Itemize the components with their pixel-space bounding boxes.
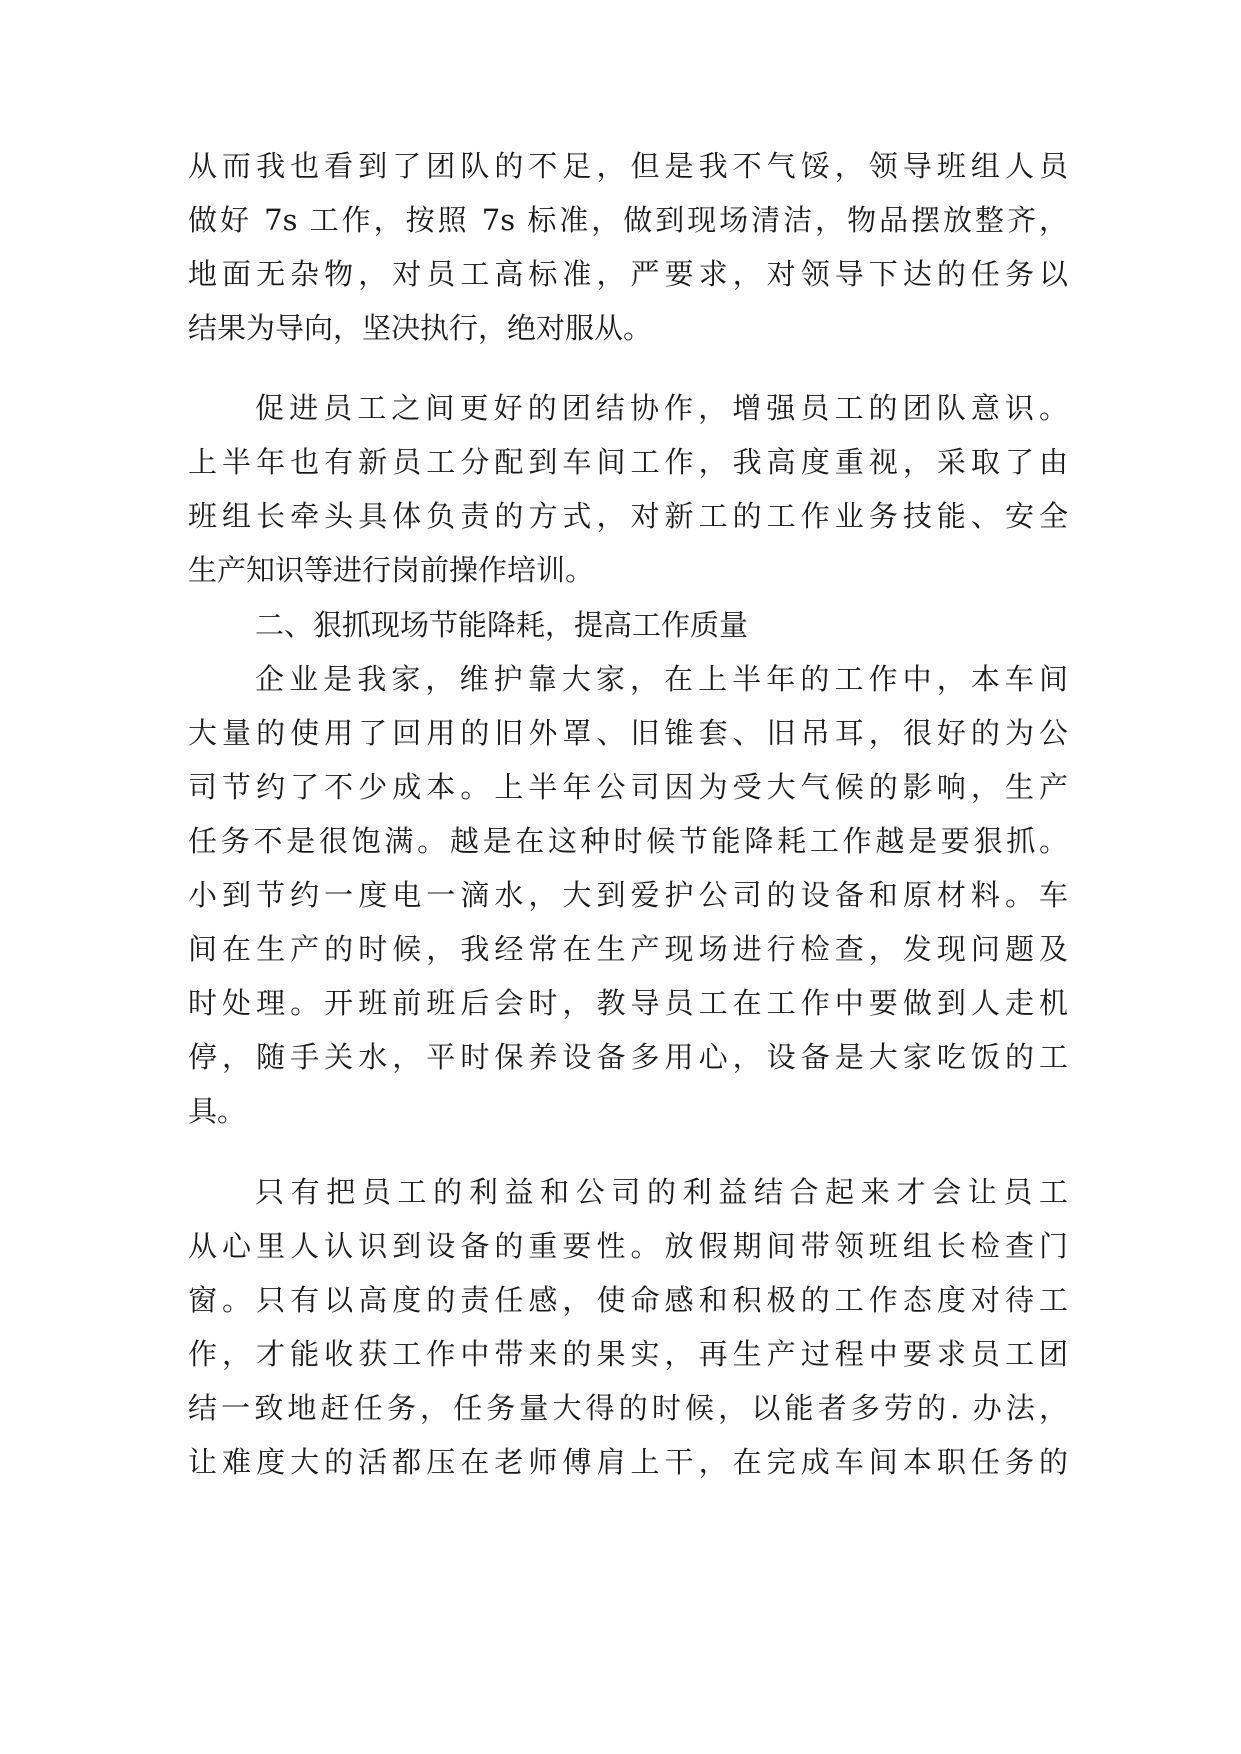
text-line: 生产知识等进行岗前操作培训。 — [188, 553, 595, 587]
text-line-paragraph-start: 只有把员工的利益和公司的利益结合起来才会让员工 — [255, 1175, 1068, 1209]
text-line: 做好 7s 工作，按照 7s 标准，做到现场清洁，物品摆放整齐， — [188, 203, 1068, 237]
text-line: 小到节约一度电一滴水，大到爱护公司的设备和原材料。车 — [188, 878, 1068, 912]
text-line: 停，随手关水，平时保养设备多用心，设备是大家吃饭的工 — [188, 1040, 1068, 1074]
section-heading: 二、狠抓现场节能降耗，提高工作质量 — [255, 608, 749, 642]
text-line-paragraph-start: 促进员工之间更好的团结协作，增强员工的团队意识。 — [255, 391, 1068, 425]
text-line: 地面无杂物，对员工高标准，严要求，对领导下达的任务以 — [188, 257, 1068, 291]
text-line: 结一致地赶任务，任务量大得的时候，以能者多劳的. 办法， — [188, 1391, 1068, 1425]
text-line: 任务不是很饱满。越是在这种时候节能降耗工作越是要狠抓。 — [188, 824, 1068, 858]
text-line: 时处理。开班前班后会时，教导员工在工作中要做到人走机 — [188, 986, 1068, 1020]
text-line: 窗。只有以高度的责任感，使命感和积极的工作态度对待工 — [188, 1283, 1068, 1317]
text-line: 具。 — [188, 1094, 247, 1128]
text-line: 从心里人认识到设备的重要性。放假期间带领班组长检查门 — [188, 1229, 1068, 1263]
text-line: 上半年也有新员工分配到车间工作，我高度重视，采取了由 — [188, 445, 1068, 479]
text-line: 班组长牵头具体负责的方式，对新工的工作业务技能、安全 — [188, 499, 1068, 533]
text-line: 间在生产的时候，我经常在生产现场进行检查，发现问题及 — [188, 932, 1068, 966]
text-line: 作，才能收获工作中带来的果实，再生产过程中要求员工团 — [188, 1337, 1068, 1371]
text-line-paragraph-start: 企业是我家，维护靠大家，在上半年的工作中，本车间 — [255, 662, 1068, 696]
text-line: 结果为导向，坚决执行，绝对服从。 — [188, 311, 653, 345]
text-line: 从而我也看到了团队的不足，但是我不气馁，领导班组人员 — [188, 149, 1068, 183]
text-line: 让难度大的活都压在老师傅肩上干，在完成车间本职任务的 — [188, 1445, 1068, 1479]
text-line: 司节约了不少成本。上半年公司因为受大气候的影响，生产 — [188, 770, 1068, 804]
text-line: 大量的使用了回用的旧外罩、旧锥套、旧吊耳，很好的为公 — [188, 716, 1068, 750]
